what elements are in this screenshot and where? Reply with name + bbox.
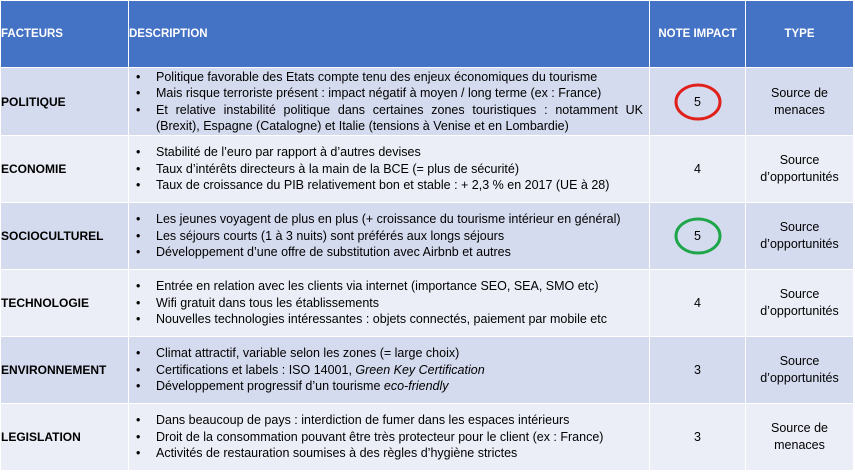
description-item: • Certifications et labels : ISO 14001, Green Key Certification: [129, 362, 649, 379]
description-list: [129, 211, 649, 261]
description-cell: [129, 136, 650, 203]
note-impact-value: 5: [694, 229, 701, 244]
note-impact-cell: [650, 203, 746, 270]
description-item: • Les jeunes voyagent de plus en plus (+ croissance du tourisme intérieur en général): [129, 211, 649, 228]
type-cell: Source d’opportunités: [746, 203, 854, 270]
table-row: [1, 203, 854, 270]
description-item: • Activités de restauration soumises à des règles d’hygiène strictes: [129, 445, 649, 462]
note-impact-value: 3: [694, 429, 701, 444]
type-cell: Source d’opportunités: [746, 136, 854, 203]
description-item: • Développement d’une offre de substitution avec Airbnb et autres: [129, 244, 649, 261]
description-item: • Stabilité de l’euro par rapport à d’autres devises: [129, 144, 649, 161]
description-item: • Et relative instabilité politique dans certaines zones touristiques : notamment UK (Brexit), Espagne (Catalogne) et Italie (tensions à Venise et en Lombardie): [129, 102, 649, 135]
type-cell: Source d’opportunités: [746, 337, 854, 404]
description-item: • Wifi gratuit dans tous les établissements: [129, 295, 649, 312]
description-cell: [129, 270, 650, 337]
description-item: • Nouvelles technologies intéressantes : objets connectés, paiement par mobile etc: [129, 311, 649, 328]
description-list: [129, 412, 649, 462]
description-item: • Climat attractif, variable selon les zones (= large choix): [129, 345, 649, 362]
description-item: • Développement progressif d’un tourisme eco-friendly: [129, 378, 649, 395]
description-item: • Politique favorable des Etats compte tenu des enjeux économiques du tourisme: [129, 69, 649, 86]
description-item: • Dans beaucoup de pays : interdiction de fumer dans les espaces intérieurs: [129, 412, 649, 429]
description-item: • Taux d’intérêts directeurs à la main de la BCE (= plus de sécurité): [129, 161, 649, 178]
header-factors: FACTEURS: [1, 1, 129, 68]
note-impact-cell: [650, 270, 746, 337]
description-list: [129, 144, 649, 194]
header-row: [1, 1, 854, 68]
factor-cell: SOCIOCULTUREL: [1, 203, 129, 270]
header-description: DESCRIPTION: [129, 1, 650, 68]
note-impact-value: 4: [694, 162, 701, 177]
description-list: [129, 345, 649, 395]
factor-cell: TECHNOLOGIE: [1, 270, 129, 337]
description-cell: [129, 68, 650, 136]
description-item: • Taux de croissance du PIB relativement bon et stable : + 2,3 % en 2017 (UE à 28): [129, 177, 649, 194]
description-cell: [129, 403, 650, 470]
type-cell: Source d’opportunités: [746, 270, 854, 337]
type-cell: Source de menaces: [746, 403, 854, 470]
note-impact-cell: [650, 136, 746, 203]
table-row: [1, 136, 854, 203]
note-impact-cell: [650, 68, 746, 136]
note-impact-cell: [650, 337, 746, 404]
description-list: [129, 278, 649, 328]
table-row: [1, 337, 854, 404]
header-note-impact: NOTE IMPACT: [650, 1, 746, 68]
description-item: • Entrée en relation avec les clients via internet (importance SEO, SEA, SMO etc): [129, 278, 649, 295]
note-impact-value: 3: [694, 363, 701, 377]
header-type: TYPE: [746, 1, 854, 68]
factor-cell: POLITIQUE: [1, 68, 129, 136]
description-item: • Mais risque terroriste présent : impact négatif à moyen / long terme (ex : France): [129, 85, 649, 102]
description-list: [129, 69, 649, 135]
table-body: [1, 68, 854, 471]
note-impact-value: 5: [694, 94, 701, 109]
description-item: • Droit de la consommation pouvant être très protecteur pour le client (ex : France): [129, 429, 649, 446]
type-cell: Source de menaces: [746, 68, 854, 136]
description-cell: [129, 203, 650, 270]
factor-cell: ENVIRONNEMENT: [1, 337, 129, 404]
table-row: [1, 270, 854, 337]
table-row: [1, 68, 854, 136]
factor-cell: LEGISLATION: [1, 403, 129, 470]
table-row: [1, 403, 854, 470]
factor-cell: ECONOMIE: [1, 136, 129, 203]
description-cell: [129, 337, 650, 404]
description-item: • Les séjours courts (1 à 3 nuits) sont préférés aux longs séjours: [129, 228, 649, 245]
note-impact-cell: [650, 403, 746, 470]
note-impact-value: 4: [694, 296, 701, 311]
